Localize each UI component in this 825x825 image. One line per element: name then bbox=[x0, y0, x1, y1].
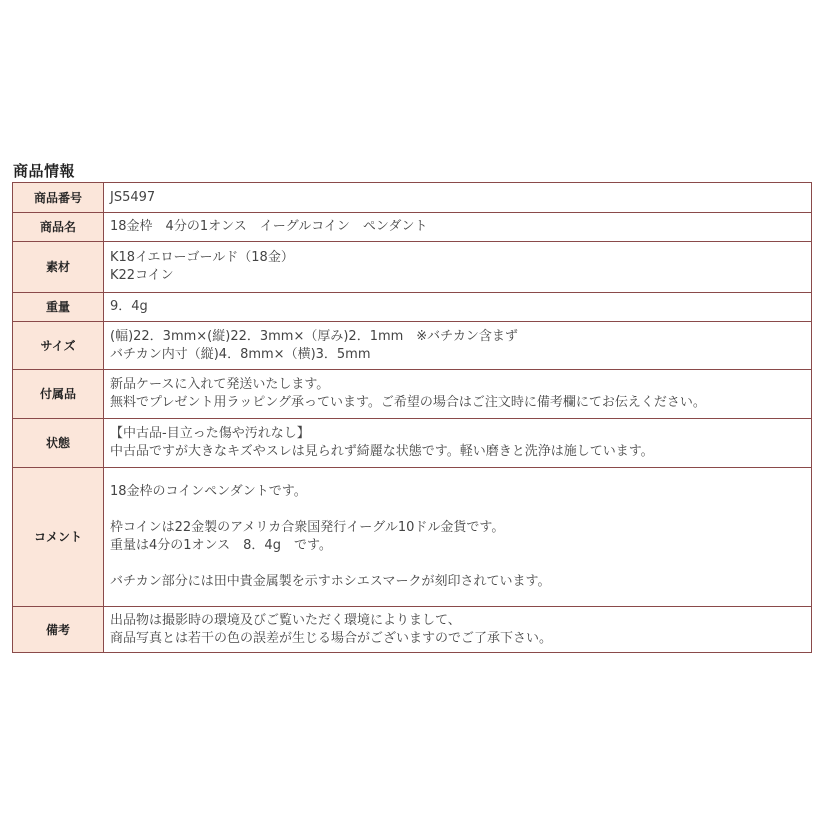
label-material: 素材 bbox=[13, 242, 104, 293]
label-comment: コメント bbox=[13, 468, 104, 607]
label-remarks: 備考 bbox=[13, 607, 104, 653]
row-condition bbox=[13, 419, 812, 468]
row-product-number bbox=[13, 183, 812, 213]
value-line: (幅)22．3mm×(縦)22．3mm×（厚み)2．1mm ※バチカン含まず bbox=[110, 328, 518, 344]
value-line: 中古品ですが大きなキズやスレは見られず綺麗な状態です。軽い磨きと洗浄は施しています。 bbox=[110, 444, 654, 459]
value-line: JS5497 bbox=[110, 189, 156, 205]
value-material bbox=[104, 242, 812, 293]
row-material bbox=[13, 242, 812, 293]
row-remarks bbox=[13, 607, 812, 653]
section-title: 商品情報 bbox=[13, 162, 76, 180]
value-line: 枠コインは22金製のアメリカ合衆国発行イーグル10ドル金貨です。 bbox=[110, 520, 505, 535]
value-line: バチカン部分には田中貴金属製を示すホシエスマークが刻印されています。 bbox=[110, 574, 551, 589]
value-line: バチカン内寸（縦)4．8mm×（横)3．5mm bbox=[110, 346, 371, 362]
product-info-table bbox=[12, 182, 812, 653]
row-product-name bbox=[13, 213, 812, 242]
value-condition bbox=[104, 419, 812, 468]
value-line: 18金枠のコインペンダントです。 bbox=[110, 484, 307, 499]
label-weight: 重量 bbox=[13, 293, 104, 322]
row-size bbox=[13, 322, 812, 370]
row-weight bbox=[13, 293, 812, 322]
label-accessories: 付属品 bbox=[13, 370, 104, 419]
value-line: K22コイン bbox=[110, 268, 174, 283]
label-product-number: 商品番号 bbox=[13, 183, 104, 213]
value-line: 新品ケースに入れて発送いたします。 bbox=[110, 377, 330, 392]
value-comment bbox=[104, 468, 812, 607]
value-line: K18イエローゴールド（18金） bbox=[110, 250, 294, 265]
row-accessories bbox=[13, 370, 812, 419]
label-condition: 状態 bbox=[13, 419, 104, 468]
value-size bbox=[104, 322, 812, 370]
value-weight bbox=[104, 293, 812, 322]
value-line: 18金枠 4分の1オンス イーグルコイン ペンダント bbox=[110, 219, 428, 234]
value-remarks bbox=[104, 607, 812, 653]
value-line: 無料でプレゼント用ラッピング承っています。ご希望の場合はご注文時に備考欄にてお伝えください。 bbox=[110, 395, 706, 410]
value-product-name bbox=[104, 213, 812, 242]
value-line: 商品写真とは若干の色の誤差が生じる場合がございますのでご了承下さい。 bbox=[110, 630, 553, 646]
value-line: 出品物は撮影時の環境及びご覧いただく環境によりまして、 bbox=[110, 612, 461, 628]
value-product-number bbox=[104, 183, 812, 213]
value-line: 9．4g bbox=[110, 299, 148, 314]
value-accessories bbox=[104, 370, 812, 419]
value-line: 【中古品-目立った傷や汚れなし】 bbox=[110, 426, 310, 441]
label-size: サイズ bbox=[13, 322, 104, 370]
row-comment bbox=[13, 468, 812, 607]
label-product-name: 商品名 bbox=[13, 213, 104, 242]
value-line: 重量は4分の1オンス 8．4g です。 bbox=[110, 538, 332, 553]
